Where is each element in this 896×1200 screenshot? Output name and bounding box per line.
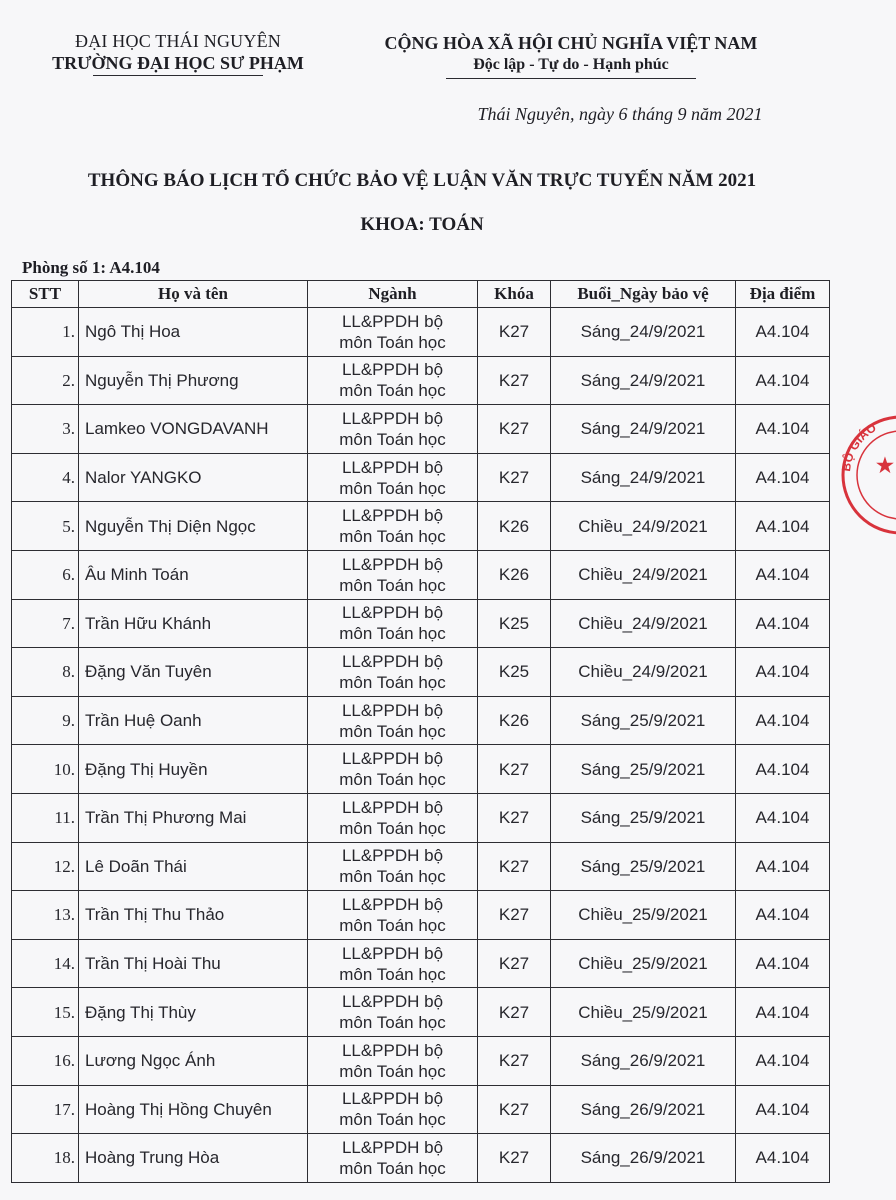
- row-name: Trần Thị Thu Thảo: [79, 891, 308, 940]
- row-khoa: K25: [478, 599, 551, 648]
- row-major-line1: LL&PPDH bộ: [341, 408, 444, 428]
- table-row: [12, 648, 830, 697]
- row-major-line1: LL&PPDH bộ: [341, 797, 444, 817]
- row-major: [308, 696, 478, 745]
- table-row: [12, 550, 830, 599]
- row-major-line2: môn Toán học: [339, 429, 446, 449]
- table-row: [12, 696, 830, 745]
- row-place: A4.104: [736, 1036, 830, 1085]
- row-stt: 10.: [12, 745, 79, 794]
- table-row: [12, 308, 830, 357]
- row-place: A4.104: [736, 648, 830, 697]
- row-name: Âu Minh Toán: [79, 550, 308, 599]
- svg-text:★: ★: [876, 455, 894, 477]
- row-major-line1: LL&PPDH bộ: [341, 506, 444, 526]
- row-khoa: K27: [478, 1036, 551, 1085]
- issuer-underline: [93, 75, 263, 76]
- row-major-line1: LL&PPDH bộ: [341, 311, 444, 331]
- row-place: A4.104: [736, 1134, 830, 1183]
- row-major-line1: LL&PPDH bộ: [341, 457, 444, 477]
- row-major-line2: môn Toán học: [339, 1061, 446, 1081]
- row-place: A4.104: [736, 599, 830, 648]
- row-khoa: K27: [478, 453, 551, 502]
- row-major-line2: môn Toán học: [339, 867, 446, 887]
- row-place: A4.104: [736, 453, 830, 502]
- row-major: [308, 891, 478, 940]
- row-place: A4.104: [736, 356, 830, 405]
- row-major: [308, 1134, 478, 1183]
- row-place: A4.104: [736, 405, 830, 454]
- row-session: Chiều_25/9/2021: [551, 939, 736, 988]
- row-stt: 15.: [12, 988, 79, 1037]
- row-session: Chiều_24/9/2021: [551, 502, 736, 551]
- col-header-name: Họ và tên: [79, 281, 308, 308]
- row-place: A4.104: [736, 1085, 830, 1134]
- row-stt: 9.: [12, 696, 79, 745]
- row-major-line2: môn Toán học: [339, 1158, 446, 1178]
- row-name: Trần Hữu Khánh: [79, 599, 308, 648]
- row-stt: 17.: [12, 1085, 79, 1134]
- row-major: [308, 939, 478, 988]
- row-name: Đặng Văn Tuyên: [79, 648, 308, 697]
- row-stt: 3.: [12, 405, 79, 454]
- row-session: Sáng_26/9/2021: [551, 1134, 736, 1183]
- defense-schedule-table: [11, 280, 830, 1183]
- row-khoa: K27: [478, 939, 551, 988]
- row-major: [308, 842, 478, 891]
- row-place: A4.104: [736, 793, 830, 842]
- faculty-heading: KHOA: TOÁN: [360, 214, 484, 235]
- row-place: A4.104: [736, 308, 830, 357]
- table-row: [12, 1134, 830, 1183]
- row-major-line1: LL&PPDH bộ: [341, 700, 444, 720]
- row-stt: 8.: [12, 648, 79, 697]
- row-khoa: K27: [478, 745, 551, 794]
- row-major: [308, 405, 478, 454]
- row-name: Lamkeo VONGDAVANH: [79, 405, 308, 454]
- row-khoa: K27: [478, 891, 551, 940]
- row-place: A4.104: [736, 696, 830, 745]
- row-major-line1: LL&PPDH bộ: [341, 894, 444, 914]
- row-major-line2: môn Toán học: [339, 1013, 446, 1033]
- row-major-line2: môn Toán học: [339, 672, 446, 692]
- row-session: Sáng_26/9/2021: [551, 1085, 736, 1134]
- row-session: Sáng_25/9/2021: [551, 696, 736, 745]
- national-motto: Độc lập - Tự do - Hạnh phúc: [473, 56, 669, 73]
- table-row: [12, 793, 830, 842]
- row-major: [308, 599, 478, 648]
- row-khoa: K25: [478, 648, 551, 697]
- row-major-line1: LL&PPDH bộ: [341, 554, 444, 574]
- school-name: TRƯỜNG ĐẠI HỌC SƯ PHẠM: [52, 53, 304, 73]
- row-khoa: K27: [478, 842, 551, 891]
- row-name: Trần Huệ Oanh: [79, 696, 308, 745]
- row-khoa: K27: [478, 308, 551, 357]
- motto-underline: [446, 78, 696, 79]
- row-name: Lê Doãn Thái: [79, 842, 308, 891]
- row-major-line1: LL&PPDH bộ: [341, 651, 444, 671]
- row-major-line2: môn Toán học: [339, 1110, 446, 1130]
- row-khoa: K27: [478, 988, 551, 1037]
- row-major: [308, 745, 478, 794]
- row-stt: 13.: [12, 891, 79, 940]
- table-row: [12, 939, 830, 988]
- row-name: Nguyễn Thị Phương: [79, 356, 308, 405]
- row-major-line1: LL&PPDH bộ: [341, 603, 444, 623]
- col-header-stt: STT: [12, 281, 79, 308]
- official-seal-icon: [836, 410, 896, 540]
- row-session: Sáng_24/9/2021: [551, 356, 736, 405]
- row-place: A4.104: [736, 502, 830, 551]
- row-major: [308, 1036, 478, 1085]
- row-name: Trần Thị Hoài Thu: [79, 939, 308, 988]
- row-major-line2: môn Toán học: [339, 964, 446, 984]
- table-row: [12, 453, 830, 502]
- row-major-line2: môn Toán học: [339, 478, 446, 498]
- col-header-major: Ngành: [308, 281, 478, 308]
- seal-text: BỘ GIÁO: [839, 420, 879, 473]
- row-major: [308, 453, 478, 502]
- row-session: Chiều_24/9/2021: [551, 599, 736, 648]
- table-row: [12, 891, 830, 940]
- row-major: [308, 988, 478, 1037]
- table-row: [12, 405, 830, 454]
- row-khoa: K27: [478, 405, 551, 454]
- row-stt: 6.: [12, 550, 79, 599]
- row-stt: 18.: [12, 1134, 79, 1183]
- row-name: Ngô Thị Hoa: [79, 308, 308, 357]
- row-session: Sáng_25/9/2021: [551, 842, 736, 891]
- row-major-line2: môn Toán học: [339, 915, 446, 935]
- row-khoa: K26: [478, 502, 551, 551]
- row-stt: 1.: [12, 308, 79, 357]
- row-major: [308, 356, 478, 405]
- row-session: Chiều_24/9/2021: [551, 550, 736, 599]
- col-header-khoa: Khóa: [478, 281, 551, 308]
- row-session: Sáng_24/9/2021: [551, 405, 736, 454]
- row-major-line1: LL&PPDH bộ: [341, 1137, 444, 1157]
- table-row: [12, 502, 830, 551]
- row-khoa: K27: [478, 1134, 551, 1183]
- table-row: [12, 988, 830, 1037]
- row-major: [308, 550, 478, 599]
- row-major-line2: môn Toán học: [339, 381, 446, 401]
- table-row: [12, 842, 830, 891]
- issuer-block: [20, 30, 336, 76]
- row-name: Nalor YANGKO: [79, 453, 308, 502]
- national-header: [356, 32, 786, 79]
- row-place: A4.104: [736, 939, 830, 988]
- table-row: [12, 745, 830, 794]
- row-name: Hoàng Thị Hồng Chuyên: [79, 1085, 308, 1134]
- row-major: [308, 1085, 478, 1134]
- row-stt: 16.: [12, 1036, 79, 1085]
- university-name: ĐẠI HỌC THÁI NGUYÊN: [75, 31, 281, 51]
- table-row: [12, 599, 830, 648]
- row-session: Sáng_24/9/2021: [551, 308, 736, 357]
- row-session: Chiều_25/9/2021: [551, 891, 736, 940]
- row-session: Chiều_25/9/2021: [551, 988, 736, 1037]
- row-khoa: K26: [478, 550, 551, 599]
- row-session: Sáng_25/9/2021: [551, 745, 736, 794]
- republic-name: CỘNG HÒA XÃ HỘI CHỦ NGHĨA VIỆT NAM: [384, 33, 758, 53]
- row-session: Sáng_25/9/2021: [551, 793, 736, 842]
- row-major-line2: môn Toán học: [339, 575, 446, 595]
- row-stt: 5.: [12, 502, 79, 551]
- row-major: [308, 648, 478, 697]
- col-header-place: Địa điểm: [736, 281, 830, 308]
- row-session: Sáng_26/9/2021: [551, 1036, 736, 1085]
- row-name: Trần Thị Phương Mai: [79, 793, 308, 842]
- row-name: Đặng Thị Thùy: [79, 988, 308, 1037]
- row-major-line2: môn Toán học: [339, 624, 446, 644]
- row-session: Chiều_24/9/2021: [551, 648, 736, 697]
- row-major-line1: LL&PPDH bộ: [341, 1089, 444, 1109]
- table-row: [12, 1036, 830, 1085]
- row-major-line2: môn Toán học: [339, 721, 446, 741]
- row-place: A4.104: [736, 745, 830, 794]
- row-major-line2: môn Toán học: [339, 818, 446, 838]
- row-major-line2: môn Toán học: [339, 770, 446, 790]
- row-khoa: K27: [478, 793, 551, 842]
- row-major-line1: LL&PPDH bộ: [341, 360, 444, 380]
- row-major-line1: LL&PPDH bộ: [341, 943, 444, 963]
- row-name: Lương Ngọc Ánh: [79, 1036, 308, 1085]
- document-date: Thái Nguyên, ngày 6 tháng 9 năm 2021: [477, 104, 763, 124]
- row-name: Hoàng Trung Hòa: [79, 1134, 308, 1183]
- row-major-line1: LL&PPDH bộ: [341, 846, 444, 866]
- row-stt: 2.: [12, 356, 79, 405]
- row-place: A4.104: [736, 550, 830, 599]
- row-major-line2: môn Toán học: [339, 527, 446, 547]
- row-place: A4.104: [736, 891, 830, 940]
- row-major-line2: môn Toán học: [339, 332, 446, 352]
- row-session: Sáng_24/9/2021: [551, 453, 736, 502]
- row-place: A4.104: [736, 842, 830, 891]
- row-khoa: K26: [478, 696, 551, 745]
- table-row: [12, 356, 830, 405]
- col-header-session: Buổi_Ngày bảo vệ: [551, 281, 736, 308]
- row-khoa: K27: [478, 356, 551, 405]
- table-header-row: [12, 281, 830, 308]
- row-major-line1: LL&PPDH bộ: [341, 1040, 444, 1060]
- room-label: Phòng số 1: A4.104: [22, 258, 160, 277]
- row-stt: 11.: [12, 793, 79, 842]
- row-stt: 12.: [12, 842, 79, 891]
- document-title: THÔNG BÁO LỊCH TỔ CHỨC BẢO VỆ LUẬN VĂN TRỰC TUYẾN NĂM 2021: [87, 170, 757, 191]
- table-row: [12, 1085, 830, 1134]
- row-major: [308, 793, 478, 842]
- row-stt: 7.: [12, 599, 79, 648]
- row-name: Nguyễn Thị Diện Ngọc: [79, 502, 308, 551]
- row-khoa: K27: [478, 1085, 551, 1134]
- row-name: Đặng Thị Huyền: [79, 745, 308, 794]
- row-major: [308, 308, 478, 357]
- row-major-line1: LL&PPDH bộ: [341, 992, 444, 1012]
- row-place: A4.104: [736, 988, 830, 1037]
- row-stt: 14.: [12, 939, 79, 988]
- row-major: [308, 502, 478, 551]
- row-stt: 4.: [12, 453, 79, 502]
- row-major-line1: LL&PPDH bộ: [341, 749, 444, 769]
